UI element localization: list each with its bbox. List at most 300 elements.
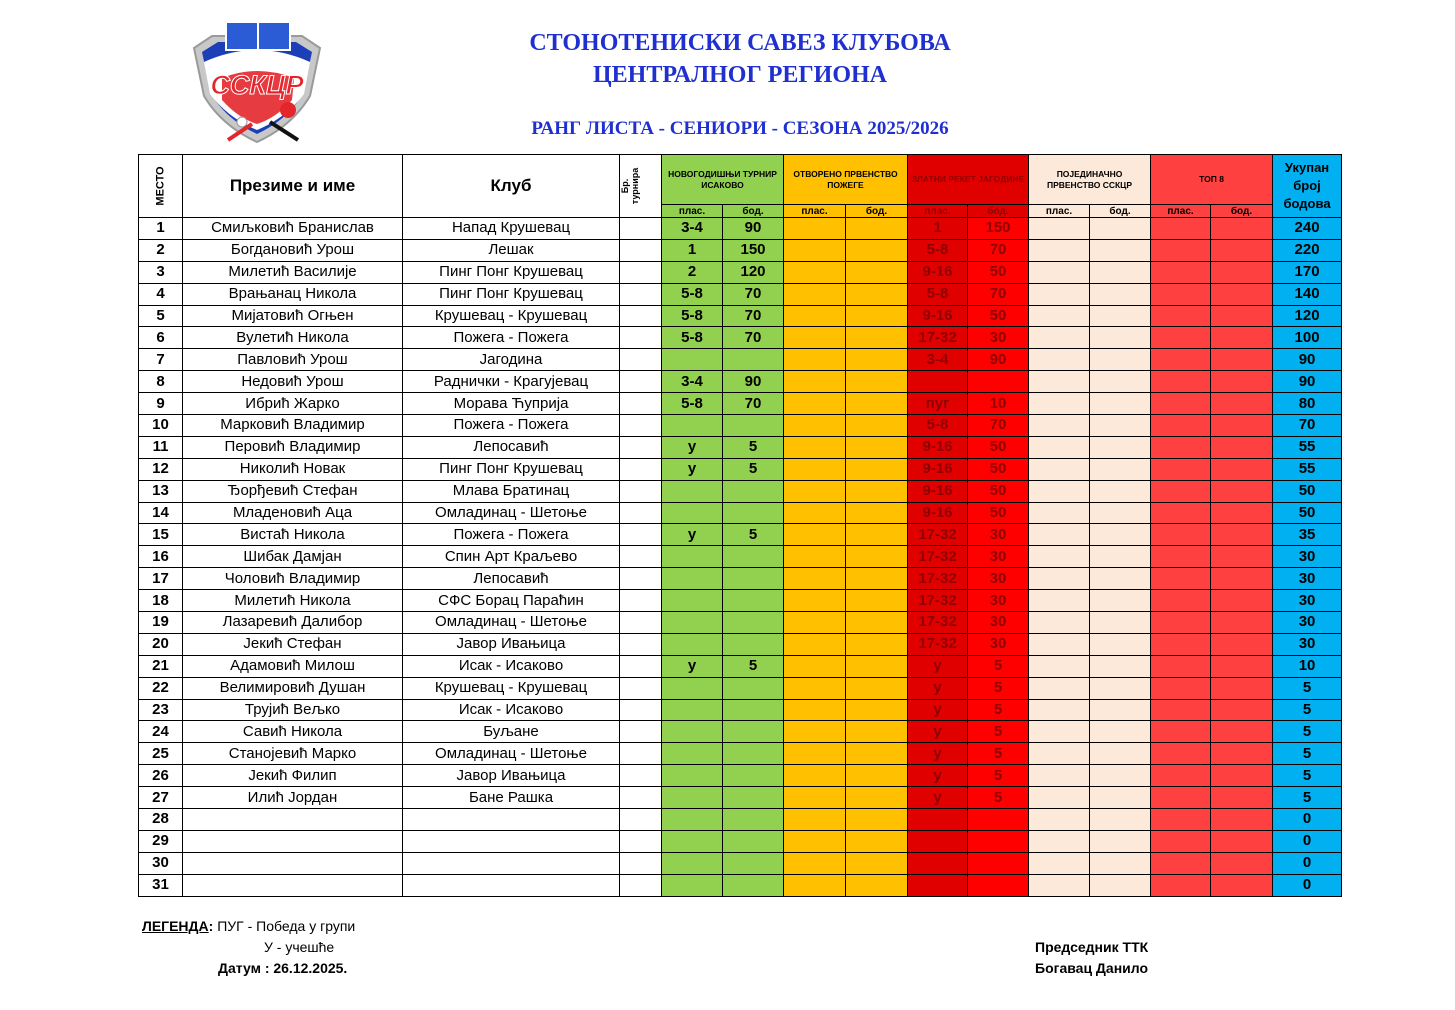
signature	[1035, 937, 1148, 979]
br-cell	[620, 305, 662, 327]
legend	[142, 916, 355, 979]
tour1-bod-cell	[723, 633, 784, 655]
tour1-bod-cell: 150	[723, 239, 784, 261]
tour1-bod-cell	[723, 502, 784, 524]
tour2-bod-cell	[846, 239, 908, 261]
total-cell: 30	[1273, 568, 1342, 590]
br-cell	[620, 371, 662, 393]
tour3-bod-cell: 30	[968, 524, 1029, 546]
tour4-plas-cell	[1029, 677, 1090, 699]
tour2-plas-cell	[784, 415, 846, 437]
club-cell: Омладинац - Шетоње	[403, 743, 620, 765]
tour4-plas-cell	[1029, 852, 1090, 874]
br-cell	[620, 524, 662, 546]
tour2-bod-cell	[846, 261, 908, 283]
tour2-plas-cell	[784, 458, 846, 480]
tour5-plas-cell	[1151, 655, 1211, 677]
tour3-plas-cell: 9-16	[908, 502, 968, 524]
total-cell: 0	[1273, 830, 1342, 852]
tour2-bod-cell	[846, 546, 908, 568]
tour2-plas-cell	[784, 612, 846, 634]
tour5-bod-cell	[1211, 721, 1273, 743]
tour5-bod-cell	[1211, 568, 1273, 590]
table-row	[139, 655, 1342, 677]
club-cell: СФС Борац Параћин	[403, 590, 620, 612]
tour4-plas-cell	[1029, 874, 1090, 896]
tour2-bod-cell	[846, 283, 908, 305]
tour3-bod-cell: 5	[968, 743, 1029, 765]
tour5-bod-cell	[1211, 852, 1273, 874]
mesto-cell: 20	[139, 633, 183, 655]
tour2-plas-cell	[784, 480, 846, 502]
tour5-plas-cell	[1151, 568, 1211, 590]
tour1-plas-cell	[662, 480, 723, 502]
mesto-cell: 10	[139, 415, 183, 437]
club-cell: Пожега - Пожега	[403, 524, 620, 546]
club-cell: Исак - Исаково	[403, 655, 620, 677]
name-cell: Ђорђевић Стефан	[183, 480, 403, 502]
br-cell	[620, 874, 662, 896]
tour4-bod-cell	[1090, 612, 1151, 634]
table-row	[139, 283, 1342, 305]
tour5-plas-cell	[1151, 874, 1211, 896]
name-cell: Милетић Никола	[183, 590, 403, 612]
tour4-plas-cell	[1029, 612, 1090, 634]
tour1-bod-cell: 5	[723, 524, 784, 546]
name-cell: Лазаревић Далибор	[183, 612, 403, 634]
name-cell: Вистаћ Никола	[183, 524, 403, 546]
tour4-bod-cell	[1090, 655, 1151, 677]
tour4-plas-cell	[1029, 371, 1090, 393]
tour3-plas-cell: у	[908, 721, 968, 743]
tour5-bod-cell	[1211, 874, 1273, 896]
br-cell	[620, 239, 662, 261]
tour5-bod-cell	[1211, 239, 1273, 261]
tour3-bod-cell: 30	[968, 633, 1029, 655]
tour5-plas-cell	[1151, 787, 1211, 809]
club-cell	[403, 830, 620, 852]
tour5-plas-cell	[1151, 721, 1211, 743]
header-club: Клуб	[403, 155, 620, 218]
table-row	[139, 218, 1342, 240]
tour2-bod-cell	[846, 655, 908, 677]
tour1-bod-cell	[723, 874, 784, 896]
br-cell	[620, 568, 662, 590]
tour1-bod-cell: 70	[723, 283, 784, 305]
tour4-plas-cell	[1029, 830, 1090, 852]
tour3-plas-cell: у	[908, 765, 968, 787]
tour2-bod-cell	[846, 327, 908, 349]
tour3-bod-cell: 5	[968, 765, 1029, 787]
tour5-plas-cell	[1151, 830, 1211, 852]
header-line1: СТОНОТЕНИСКИ САВЕЗ КЛУБОВА	[529, 30, 951, 56]
total-cell: 70	[1273, 415, 1342, 437]
tour3-plas-cell: 9-16	[908, 436, 968, 458]
tour4-plas-cell	[1029, 787, 1090, 809]
name-cell: Чоловић Владимир	[183, 568, 403, 590]
tour3-plas-cell: 5-8	[908, 239, 968, 261]
table-row	[139, 480, 1342, 502]
total-cell: 240	[1273, 218, 1342, 240]
tour5-bod-cell	[1211, 415, 1273, 437]
name-cell: Адамовић Милош	[183, 655, 403, 677]
tour3-bod-cell	[968, 874, 1029, 896]
tour5-plas-cell	[1151, 765, 1211, 787]
club-cell: Крушевац - Крушевац	[403, 677, 620, 699]
br-cell	[620, 458, 662, 480]
club-cell	[403, 809, 620, 831]
mesto-cell: 19	[139, 612, 183, 634]
mesto-cell: 27	[139, 787, 183, 809]
tour5-bod-cell	[1211, 655, 1273, 677]
mesto-cell: 25	[139, 743, 183, 765]
tour1-plas-cell	[662, 633, 723, 655]
tour4-bod-cell	[1090, 480, 1151, 502]
tour3-plas-cell	[908, 371, 968, 393]
br-cell	[620, 809, 662, 831]
tour2-bod-cell	[846, 480, 908, 502]
total-cell: 35	[1273, 524, 1342, 546]
tour4-bod-cell	[1090, 590, 1151, 612]
tour4-bod-cell	[1090, 371, 1151, 393]
br-cell	[620, 677, 662, 699]
tour4-bod-cell	[1090, 349, 1151, 371]
table-row	[139, 458, 1342, 480]
table-row	[139, 546, 1342, 568]
tour2-plas-cell	[784, 830, 846, 852]
mesto-cell: 1	[139, 218, 183, 240]
tour1-bod-cell	[723, 852, 784, 874]
tour5-plas-cell	[1151, 852, 1211, 874]
tour1-plas-cell	[662, 612, 723, 634]
tour1-plas-cell	[662, 546, 723, 568]
tour4-plas-cell	[1029, 218, 1090, 240]
club-cell: Буљане	[403, 721, 620, 743]
total-cell: 5	[1273, 699, 1342, 721]
tour4-bod-cell	[1090, 874, 1151, 896]
header-tour5: ТОП 8	[1151, 155, 1273, 205]
tour5-bod-cell	[1211, 458, 1273, 480]
mesto-cell: 11	[139, 436, 183, 458]
tour4-plas-cell	[1029, 765, 1090, 787]
tour3-plas-cell: 17-32	[908, 546, 968, 568]
tour3-bod-cell: 5	[968, 699, 1029, 721]
tour5-bod-cell	[1211, 502, 1273, 524]
mesto-cell: 18	[139, 590, 183, 612]
tour2-plas-cell	[784, 393, 846, 415]
tour3-plas-cell: 9-16	[908, 458, 968, 480]
mesto-cell: 23	[139, 699, 183, 721]
mesto-cell: 2	[139, 239, 183, 261]
tour2-plas-cell	[784, 218, 846, 240]
tour4-plas-cell	[1029, 283, 1090, 305]
tour3-bod-cell: 70	[968, 415, 1029, 437]
tour5-bod-cell	[1211, 393, 1273, 415]
tour2-plas-cell	[784, 261, 846, 283]
mesto-cell: 15	[139, 524, 183, 546]
name-cell	[183, 830, 403, 852]
tour3-plas-cell	[908, 852, 968, 874]
tour2-plas-cell	[784, 633, 846, 655]
table-row	[139, 743, 1342, 765]
tour3-bod-cell: 50	[968, 261, 1029, 283]
tour2-bod-cell	[846, 568, 908, 590]
tour4-bod-cell	[1090, 765, 1151, 787]
club-cell: Раднички - Крагујевац	[403, 371, 620, 393]
tour1-bod-cell	[723, 699, 784, 721]
tour4-plas-cell	[1029, 590, 1090, 612]
club-cell: Пинг Понг Крушевац	[403, 458, 620, 480]
tour5-bod-cell	[1211, 765, 1273, 787]
tour3-bod-cell	[968, 371, 1029, 393]
header-line2: ЦЕНТРАЛНОГ РЕГИОНА	[592, 62, 888, 88]
tour1-bod-cell	[723, 568, 784, 590]
table-row	[139, 327, 1342, 349]
tour5-bod-cell	[1211, 436, 1273, 458]
table-row	[139, 393, 1342, 415]
club-cell: Исак - Исаково	[403, 699, 620, 721]
tour3-plas-cell: у	[908, 743, 968, 765]
mesto-cell: 14	[139, 502, 183, 524]
header-tour4: ПОЈЕДИНАЧНО ПРВЕНСТВО ССКЦР	[1029, 155, 1151, 205]
mesto-cell: 30	[139, 852, 183, 874]
tour5-bod-cell	[1211, 830, 1273, 852]
table-row	[139, 830, 1342, 852]
tour1-plas-cell: 3-4	[662, 371, 723, 393]
tour4-plas-cell	[1029, 415, 1090, 437]
br-cell	[620, 743, 662, 765]
total-cell: 5	[1273, 787, 1342, 809]
mesto-cell: 24	[139, 721, 183, 743]
club-cell: Пинг Понг Крушевац	[403, 261, 620, 283]
tour4-plas-cell	[1029, 809, 1090, 831]
tour2-plas-cell	[784, 590, 846, 612]
tour4-plas-cell	[1029, 458, 1090, 480]
tour1-bod-cell	[723, 349, 784, 371]
br-cell	[620, 590, 662, 612]
br-cell	[620, 218, 662, 240]
header-tour1: НОВОГОДИШЊИ ТУРНИР ИСАКОВО	[662, 155, 784, 205]
tour4-plas-cell	[1029, 546, 1090, 568]
tour3-bod-cell: 5	[968, 655, 1029, 677]
sub-plas: плас.	[1029, 205, 1090, 218]
tour2-plas-cell	[784, 874, 846, 896]
tour2-bod-cell	[846, 349, 908, 371]
name-cell: Перовић Владимир	[183, 436, 403, 458]
tour2-plas-cell	[784, 721, 846, 743]
total-cell: 30	[1273, 633, 1342, 655]
table-row	[139, 239, 1342, 261]
name-cell: Младеновић Аца	[183, 502, 403, 524]
tour2-plas-cell	[784, 546, 846, 568]
tour5-plas-cell	[1151, 261, 1211, 283]
tour4-bod-cell	[1090, 261, 1151, 283]
tour2-bod-cell	[846, 612, 908, 634]
club-cell: Пинг Понг Крушевац	[403, 283, 620, 305]
table-row	[139, 590, 1342, 612]
tour1-bod-cell: 70	[723, 393, 784, 415]
tour2-bod-cell	[846, 305, 908, 327]
tour1-plas-cell: 1	[662, 239, 723, 261]
tour2-plas-cell	[784, 349, 846, 371]
club-cell: Пожега - Пожега	[403, 327, 620, 349]
tour1-bod-cell: 70	[723, 305, 784, 327]
tour1-bod-cell	[723, 546, 784, 568]
tour5-plas-cell	[1151, 699, 1211, 721]
br-cell	[620, 283, 662, 305]
total-cell: 100	[1273, 327, 1342, 349]
tour1-bod-cell	[723, 612, 784, 634]
tour5-plas-cell	[1151, 633, 1211, 655]
tour4-bod-cell	[1090, 743, 1151, 765]
tour3-plas-cell: у	[908, 699, 968, 721]
header-mesto: МЕСТО	[139, 155, 183, 218]
mesto-cell: 28	[139, 809, 183, 831]
tour3-plas-cell: 1	[908, 218, 968, 240]
total-cell: 220	[1273, 239, 1342, 261]
tour3-bod-cell: 50	[968, 502, 1029, 524]
tour2-plas-cell	[784, 283, 846, 305]
total-cell: 55	[1273, 436, 1342, 458]
svg-text:ССКЦР: ССКЦР	[210, 70, 304, 100]
club-cell: Крушевац - Крушевац	[403, 305, 620, 327]
tour4-bod-cell	[1090, 524, 1151, 546]
tour1-bod-cell: 5	[723, 458, 784, 480]
tour5-plas-cell	[1151, 480, 1211, 502]
tour2-bod-cell	[846, 787, 908, 809]
br-cell	[620, 415, 662, 437]
header-tour3: ЗЛАТНИ РЕКЕТ ЈАГОДИНЕ	[908, 155, 1029, 205]
tour1-plas-cell	[662, 590, 723, 612]
mesto-cell: 6	[139, 327, 183, 349]
name-cell	[183, 852, 403, 874]
header-tour2: ОТВОРЕНО ПРВЕНСТВО ПОЖЕГЕ	[784, 155, 908, 205]
tour1-plas-cell	[662, 765, 723, 787]
tour4-bod-cell	[1090, 546, 1151, 568]
tour2-bod-cell	[846, 458, 908, 480]
table-row	[139, 699, 1342, 721]
tour2-bod-cell	[846, 633, 908, 655]
signature-name: Богавац Данило	[1035, 960, 1149, 976]
name-cell: Велимировић Душан	[183, 677, 403, 699]
tour2-bod-cell	[846, 218, 908, 240]
tour1-plas-cell: 5-8	[662, 393, 723, 415]
br-cell	[620, 830, 662, 852]
tour1-plas-cell	[662, 568, 723, 590]
table-row	[139, 721, 1342, 743]
tour2-plas-cell	[784, 436, 846, 458]
total-cell: 90	[1273, 371, 1342, 393]
name-cell: Савић Никола	[183, 721, 403, 743]
tour3-plas-cell: 5-8	[908, 283, 968, 305]
br-cell	[620, 261, 662, 283]
tour1-plas-cell	[662, 415, 723, 437]
tour2-bod-cell	[846, 852, 908, 874]
club-cell: Јагодина	[403, 349, 620, 371]
br-cell	[620, 502, 662, 524]
tour5-bod-cell	[1211, 743, 1273, 765]
tour5-plas-cell	[1151, 371, 1211, 393]
tour3-plas-cell: у	[908, 655, 968, 677]
tour2-plas-cell	[784, 327, 846, 349]
sub-plas: плас.	[1151, 205, 1211, 218]
br-cell	[620, 655, 662, 677]
club-cell: Морава Ћуприја	[403, 393, 620, 415]
tour5-plas-cell	[1151, 743, 1211, 765]
club-cell: Лепосавић	[403, 436, 620, 458]
name-cell: Ибрић Жарко	[183, 393, 403, 415]
tour2-plas-cell	[784, 852, 846, 874]
tour2-bod-cell	[846, 830, 908, 852]
club-cell	[403, 874, 620, 896]
tour1-plas-cell	[662, 743, 723, 765]
tour1-bod-cell: 5	[723, 436, 784, 458]
tour4-bod-cell	[1090, 809, 1151, 831]
total-cell: 5	[1273, 721, 1342, 743]
name-cell: Станојевић Марко	[183, 743, 403, 765]
tour5-bod-cell	[1211, 371, 1273, 393]
ranking-table	[138, 154, 1342, 897]
tour5-plas-cell	[1151, 502, 1211, 524]
sub-bod: бод.	[846, 205, 908, 218]
name-cell	[183, 874, 403, 896]
tour5-plas-cell	[1151, 677, 1211, 699]
tour5-plas-cell	[1151, 458, 1211, 480]
tour1-bod-cell: 5	[723, 655, 784, 677]
tour4-plas-cell	[1029, 655, 1090, 677]
tour2-bod-cell	[846, 415, 908, 437]
tour2-plas-cell	[784, 677, 846, 699]
tour1-bod-cell: 90	[723, 218, 784, 240]
tour2-plas-cell	[784, 809, 846, 831]
tour3-bod-cell: 50	[968, 458, 1029, 480]
tour4-bod-cell	[1090, 721, 1151, 743]
mesto-cell: 22	[139, 677, 183, 699]
tour5-bod-cell	[1211, 633, 1273, 655]
tour5-bod-cell	[1211, 787, 1273, 809]
total-cell: 120	[1273, 305, 1342, 327]
tour5-plas-cell	[1151, 415, 1211, 437]
mesto-cell: 5	[139, 305, 183, 327]
tour1-bod-cell	[723, 415, 784, 437]
mesto-cell: 21	[139, 655, 183, 677]
table-row	[139, 852, 1342, 874]
tour1-bod-cell	[723, 721, 784, 743]
tour5-plas-cell	[1151, 283, 1211, 305]
tour3-plas-cell	[908, 830, 968, 852]
tour3-bod-cell: 90	[968, 349, 1029, 371]
tour4-bod-cell	[1090, 677, 1151, 699]
tour1-plas-cell: у	[662, 655, 723, 677]
tour5-bod-cell	[1211, 809, 1273, 831]
tour3-bod-cell: 5	[968, 721, 1029, 743]
tour5-bod-cell	[1211, 677, 1273, 699]
tour2-plas-cell	[784, 743, 846, 765]
tour3-bod-cell: 5	[968, 677, 1029, 699]
table-row	[139, 568, 1342, 590]
tour3-plas-cell	[908, 874, 968, 896]
tour1-plas-cell	[662, 852, 723, 874]
table-row	[139, 874, 1342, 896]
tour4-bod-cell	[1090, 830, 1151, 852]
tour5-bod-cell	[1211, 261, 1273, 283]
tour1-bod-cell: 70	[723, 327, 784, 349]
tour3-plas-cell: 17-32	[908, 327, 968, 349]
tour5-bod-cell	[1211, 305, 1273, 327]
tour3-bod-cell: 70	[968, 283, 1029, 305]
mesto-cell: 12	[139, 458, 183, 480]
header-name: Презиме и име	[183, 155, 403, 218]
